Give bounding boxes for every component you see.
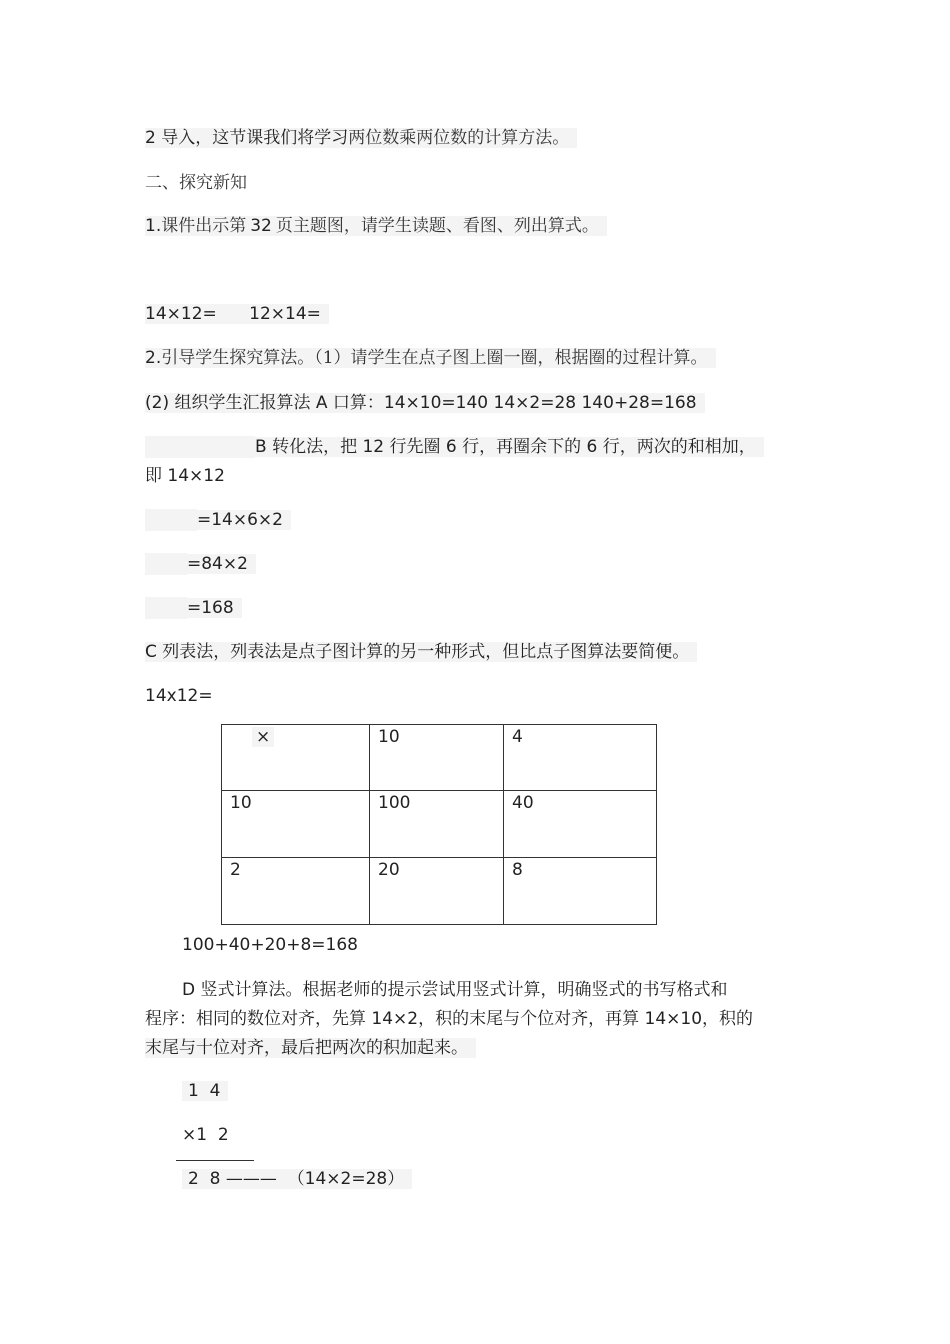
table-sum: 100+40+20+8=168 — [182, 935, 358, 955]
method-a-text: (2) 组织学生汇报算法 A 口算：14×10=140 14×2=28 140+28=168 — [145, 393, 705, 413]
indent-block — [145, 509, 197, 531]
method-d-line2: 程序：相同的数位对齐，先算 14×2，积的末尾与个位对齐，再算 14×10，积的 — [145, 1009, 754, 1029]
method-c-text: C 列表法，列表法是点子图计算的另一种形式，但比点子图算法要简便。 — [145, 642, 697, 662]
intro-text-a: 2 导入，这节课我们将学习 — [145, 128, 349, 148]
vertical-rule — [176, 1160, 254, 1161]
step2-line — [145, 347, 716, 369]
step2-number: 2. — [145, 348, 162, 368]
formula-text: 14×12= 12×14= — [145, 304, 329, 324]
table-row — [222, 725, 657, 791]
intro-text-b: 两位数乘两位数的计算方法。 — [348, 128, 570, 148]
eq3-text: =168 — [187, 598, 242, 618]
table-row — [222, 858, 657, 925]
indent-block — [145, 553, 187, 575]
table-cell: 2 — [222, 858, 370, 925]
step1-line — [145, 215, 607, 237]
multiplication-table — [221, 724, 657, 925]
method-b-text1: B 转化法，把 12 行先圈 6 行，再圈余下的 6 行，两次的和相加， — [255, 437, 764, 457]
table-formula: 14x12= — [145, 686, 213, 706]
step1-number: 1. — [145, 216, 162, 236]
method-b-line2: 即 14×12 — [145, 466, 225, 486]
method-c-line — [145, 641, 697, 663]
method-d-line1: D 竖式计算法。根据老师的提示尝试用竖式计算，明确竖式的书写格式和 — [182, 980, 728, 1000]
indent-block — [145, 597, 187, 619]
vertical-multiplier: ×1 2 — [182, 1125, 229, 1145]
table-row — [222, 791, 657, 858]
step2-text: 引导学生探究算法。（1）请学生在点子图上圈一圈，根据圈的过程计算。 — [161, 348, 708, 368]
eq1-line — [145, 509, 291, 531]
vertical-partial: 2 8 ——— （14×2=28） — [182, 1168, 412, 1190]
intro-line — [145, 127, 577, 149]
eq2-text: =84×2 — [187, 554, 256, 574]
vertical-top: 1 4 — [182, 1080, 228, 1102]
section-heading: 二、探究新知 — [145, 173, 247, 193]
table-cell: 100 — [370, 791, 504, 858]
indent-block — [145, 436, 255, 458]
formula-row — [145, 303, 329, 325]
step1-text2: 页主题图，请学生读题、看图、列出算式。 — [275, 216, 599, 236]
method-d-paragraph — [145, 976, 810, 1063]
step1-page: 32 — [250, 216, 272, 236]
table-cell: 4 — [504, 725, 657, 791]
eq1-text: =14×6×2 — [197, 510, 291, 530]
table-cell: × — [222, 725, 370, 791]
method-b-line1 — [145, 436, 764, 458]
table-cell: 10 — [370, 725, 504, 791]
table-cell: 20 — [370, 858, 504, 925]
eq2-line — [145, 553, 256, 575]
method-d-line3: 末尾与十位对齐，最后把两次的积加起来。 — [145, 1034, 810, 1063]
eq3-line — [145, 597, 242, 619]
table-cell: 40 — [504, 791, 657, 858]
method-a-line — [145, 392, 705, 414]
step1-text: 课件出示第 — [161, 216, 247, 236]
table-cell: 8 — [504, 858, 657, 925]
table-cell: 10 — [222, 791, 370, 858]
